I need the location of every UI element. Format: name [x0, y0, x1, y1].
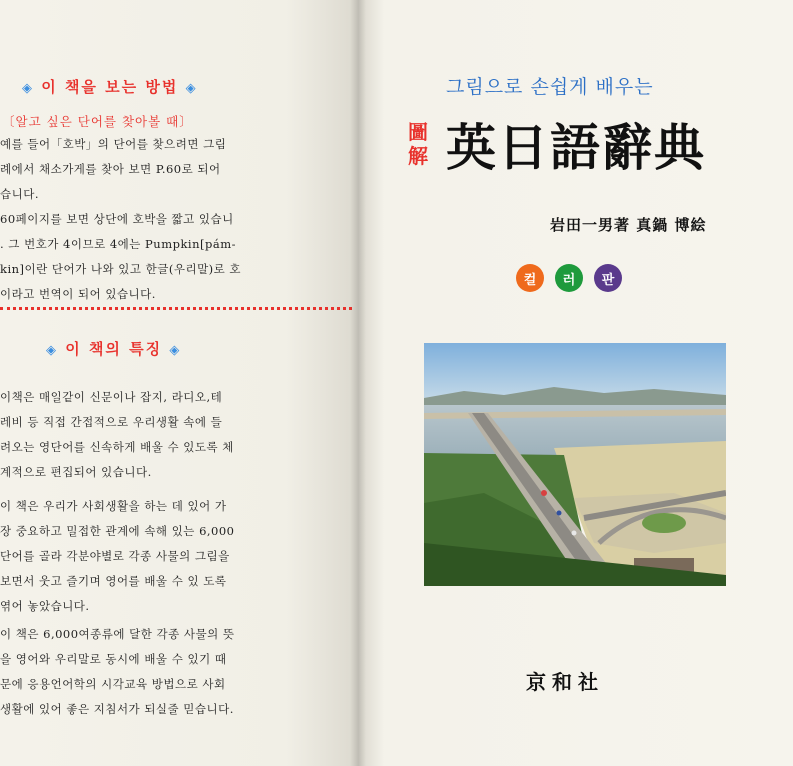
feature-paragraph-2	[0, 494, 340, 619]
section-subheading: 〔알고 싶은 단어를 찾아볼 때〕	[2, 114, 193, 129]
color-badge: 컬	[516, 264, 544, 292]
book-title: 英日語辭典	[446, 118, 706, 177]
text-line: 을 영어와 우리말로 동시에 배울 수 있기 때	[0, 652, 227, 666]
section-title-features	[46, 338, 181, 359]
text-line: 60페이지를 보면 상단에 호박을 짧고 있습니	[0, 212, 234, 226]
diamond-icon: ◈	[22, 81, 34, 96]
color-edition-badges	[516, 264, 622, 292]
text-line: 레비 등 직접 간접적으로 우리생활 속에 들	[0, 415, 223, 429]
text-line: 계적으로 편집되어 있습니다.	[0, 465, 152, 479]
author-credits: 岩田一男著 真鍋 博絵	[550, 216, 707, 234]
section-title-text: 이 책을 보는 방법	[41, 78, 179, 96]
book-subtitle: 그림으로 손쉽게 배우는	[446, 76, 654, 98]
text-line: 보면서 웃고 즐기며 영어를 배울 수 있 도록	[0, 574, 227, 588]
section-title-how-to-use	[22, 76, 198, 97]
text-line: 습니다.	[0, 187, 39, 201]
illustrated-char: 圖	[408, 120, 428, 144]
diamond-icon: ◈	[185, 81, 198, 96]
text-line: 생활에 있어 좋은 지침서가 되실줄 믿습니다.	[0, 702, 234, 716]
diamond-icon: ◈	[169, 343, 182, 358]
text-line: 례에서 채소가게를 찾아 보면 P.60로 되어	[0, 162, 221, 176]
color-badge: 러	[555, 264, 583, 292]
section-title-text: 이 책의 특징	[65, 340, 163, 358]
text-line: 장 중요하고 밀접한 관계에 속해 있는 6,000	[0, 524, 235, 538]
text-line: 예를 들어「호박」의 단어를 찾으려면 그림	[0, 137, 227, 151]
diamond-icon: ◈	[46, 343, 58, 358]
text-line: 이라고 번역이 되어 있습니다.	[0, 287, 156, 301]
dotted-divider	[0, 307, 352, 310]
text-line: kin]이란 단어가 나와 있고 한글(우리말)로 호	[0, 262, 242, 276]
text-line: 문에 응용언어학의 시각교육 방법으로 사회	[0, 677, 226, 691]
text-line: 려오는 영단어를 신속하게 배울 수 있도록 체	[0, 440, 234, 454]
text-line: 단어를 골라 각분야별로 각종 사물의 그림을	[0, 549, 230, 563]
left-page	[0, 0, 358, 766]
illustrated-mark	[405, 120, 431, 168]
feature-paragraph-1	[0, 385, 340, 485]
section1-body	[0, 132, 340, 307]
feature-paragraph-3	[0, 622, 340, 722]
publisher-name: 京和社	[526, 670, 604, 694]
color-badge: 판	[594, 264, 622, 292]
text-line: 이 책은 6,000여종류에 달한 각종 사물의 뜻	[0, 627, 235, 641]
illustrated-char: 解	[408, 144, 428, 168]
right-page	[358, 0, 793, 766]
text-line: 엮어 놓았습니다.	[0, 599, 90, 613]
book-gutter-shadow	[350, 0, 366, 766]
text-line: 이 책은 우리가 사회생활을 하는 데 있어 가	[0, 499, 227, 513]
cover-photo-bridge	[424, 343, 726, 586]
text-line: . 그 번호가 4이므로 4에는 Pumpkin[pám-	[0, 237, 237, 251]
text-line: 이책은 매일같이 신문이나 잡지, 라디오,테	[0, 390, 223, 404]
